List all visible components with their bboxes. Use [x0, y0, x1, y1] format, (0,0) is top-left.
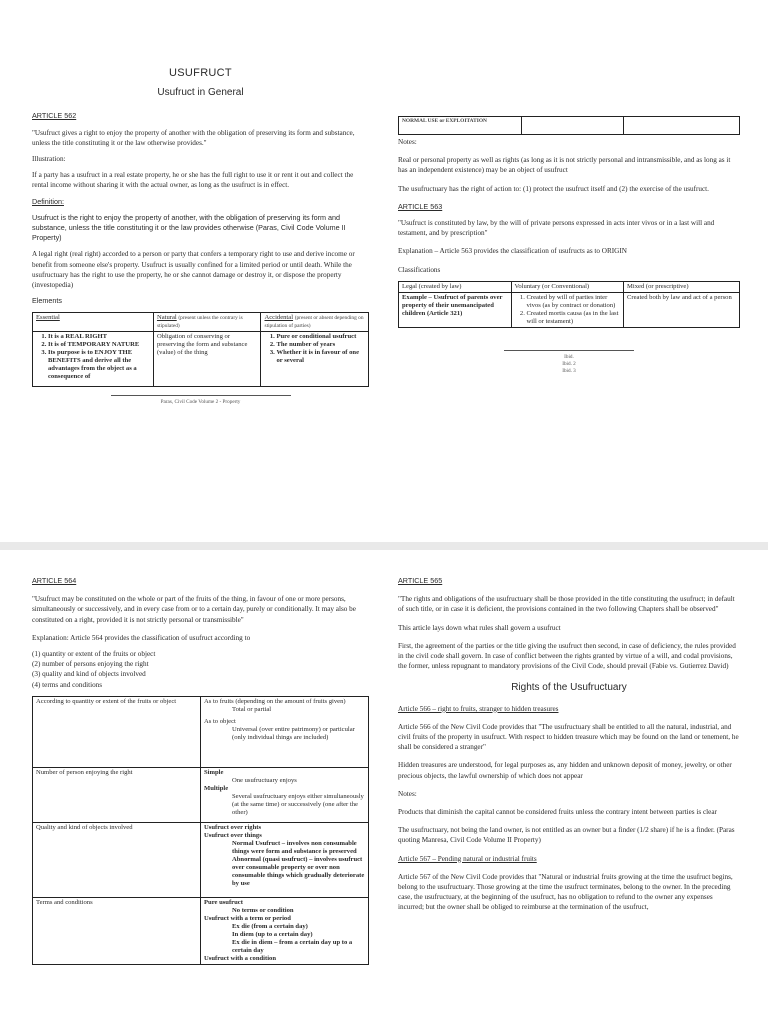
- article-566-label: Article 566 – right to fruits, stranger to hidden treasures: [398, 704, 559, 713]
- classifications-table: [398, 281, 740, 328]
- elements-table: [32, 312, 369, 387]
- article-567-label: Article 567 – Pending natural or industrial fruits: [398, 854, 537, 863]
- doc-title: USUFRUCT: [169, 67, 232, 79]
- page1-left-column: [32, 68, 369, 406]
- number-cell: Number of person enjoying the right: [33, 767, 201, 822]
- notes-label: Notes:: [398, 789, 417, 798]
- article-564-text: "Usufruct may be constituted on the whole or part of the fruits of the thing, in favour of one or more persons, simultaneously or successively, and in every case from or to a certain day, purely or conditionally. It may also be constituted on a right, provided it is not strictly personal or transmissible": [32, 595, 356, 624]
- doc-subtitle: Usufruct in General: [157, 87, 244, 99]
- classifications-label: Classifications: [398, 265, 441, 274]
- article-563-label: ARTICLE 563: [398, 201, 443, 211]
- usufruct-classification-table: [32, 696, 369, 965]
- footnote: Paras, Civil Code Volume 2 - Property: [160, 399, 241, 406]
- page2-right-column: [398, 576, 740, 919]
- usufructuary-finder-text: The usufructuary, not being the land owner, is not entitled as an owner but a finder (1/2 share) if he is a finder. (Paras quoting Manresa, Civil Code Volume II Property): [398, 826, 735, 845]
- empty-cell: [521, 117, 623, 135]
- terms-detail: Pure usufruct No terms or condition Usufruct with a term or period Ex die (from a certain day) In diem (up to a certain day) Ex die in diem – from a certain day up to a certain day Usufruct with a condition: [201, 897, 369, 964]
- article-564-explanation: Explanation: Article 564 provides the classification of usufruct according to: [32, 633, 251, 642]
- normal-use-table: [398, 116, 740, 135]
- footnote-rule: [504, 350, 634, 351]
- article-566-text: Article 566 of the New Civil Code provides that "The usufructuary shall be entitled to all the natural, industrial, and civil fruits of the property in usufruct. With respect to hidden treasure which may be found on the land or tenement, he shall be considered a stranger": [398, 722, 739, 752]
- list-item: (4) terms and conditions: [32, 680, 103, 689]
- voluntary-item: 2. Created mortis causa (as in the last will or testament): [527, 310, 621, 326]
- natural-cell: Obligation of conserving or preserving the form and substance (value) of the thing: [153, 332, 261, 387]
- definition-text: Usufruct is the right to enjoy the property of another, with the obligation of preserving its form and substance, unless the title constituting it or the law provides otherwise (Paras, Civil Code Volume II Property): [32, 212, 346, 243]
- footnote: Ibid. 2: [562, 360, 576, 367]
- essential-item: 1. It is a REAL RIGHT: [48, 333, 150, 341]
- illustration-text: If a party has a usufruct in a real estate property, he or she has the full right to use it or rent it out and collect the rental income without sharing it with the actual owner, as long as the usufruct is in effect.: [32, 171, 354, 190]
- elements-label: Elements: [32, 296, 62, 306]
- footnote-rule: [111, 395, 291, 396]
- page1-right-column: [398, 116, 740, 375]
- essential-cell: [33, 332, 154, 387]
- note-2: The usufructuary has the right of action to: (1) protect the usufruct itself and (2) the exercise of the usufruct.: [398, 184, 709, 193]
- voluntary-cell: [511, 292, 624, 327]
- footnote: Ibid.: [564, 353, 574, 360]
- products-text: Products that diminish the capital cannot be considered fruits unless the contrary intent between parties is clear: [398, 808, 717, 817]
- normal-use-cell: NORMAL USE or EXPLOITATION: [399, 117, 522, 135]
- accidental-item: 2. The number of years: [276, 341, 365, 349]
- legal-right-text: A legal right (real right) accorded to a person or party that confers a temporary right to use and derive income or benefit from someone else's property. Usufruct is usually confined for a limited period or until death. While the usufructuary has the right to use the property, he or she cannot damage or destroy it, or dispose the property (investopedia): [32, 250, 355, 290]
- list-item: (3) quality and kind of objects involved: [32, 670, 146, 679]
- quality-cell: Quality and kind of objects involved: [33, 822, 201, 897]
- natural-head: Natural (present unless the contrary is stipulated): [153, 313, 261, 332]
- document-page-2: [0, 550, 768, 1024]
- terms-cell: Terms and conditions: [33, 897, 201, 964]
- note-1: Real or personal property as well as rights (as long as it is not strictly personal and intransmissible, and as long as it has an independent existence) may be an object of usufruct: [398, 156, 731, 175]
- voluntary-item: 1. Created by will of parties inter vivos (as by contract or donation): [527, 294, 621, 310]
- definition-label: Definition:: [32, 196, 64, 206]
- accidental-item: 3. Whether it is in favour of one or several: [276, 349, 365, 365]
- rights-title: Rights of the Usufructuary: [511, 682, 627, 694]
- number-detail: Simple One usufructuary enjoys Multiple Several usufructuary enjoys either simultaneously (at the same time) or successively (one after the other): [201, 767, 369, 822]
- article-565-first: First, the agreement of the parties or the title giving the usufruct then second, in case of deficiency, the rules provided in the civil code shall govern. In case of conflict between the rights granted by virtue of a will, and codal provisions, the former, unless repugnant to mandatory provisions of the Civil Code, should prevail (Fabie vs. Gutierrez David): [398, 641, 736, 671]
- page2-left-column: [32, 576, 369, 965]
- article-567-text: Article 567 of the New Civil Code provides that "Natural or industrial fruits growing at the time the usufruct begins, belong to the usufructuary. Those growing at the time the usufruct terminates, belong to the owner. In the preceding case, the usufructuary, at the beginning of the usufruct, has no obligation to refund to the owner any expenses incurred; but the owner shall be obliged to reimburse at the termination of the usufruct,: [398, 872, 733, 912]
- article-563-text: "Usufruct is constituted by law, by the will of private persons expressed in acts inter vivos or in a last will and testament, and by prescription": [398, 219, 715, 238]
- quality-detail: Usufruct over rights Usufruct over things Normal Usufruct – involves non consumable things were form and substance is preserved Abnormal (quasi usufruct) – involves usufruct over consumable property or over non consumable things which gradually deteriorate by use: [201, 822, 369, 897]
- legal-head: Legal (created by law): [399, 281, 512, 292]
- footnote: Ibid. 3: [562, 367, 576, 374]
- list-item: (2) number of persons enjoying the right: [32, 660, 149, 669]
- notes-label: Notes:: [398, 138, 417, 146]
- mixed-head: Mixed (or prescriptive): [624, 281, 740, 292]
- article-565-text: "The rights and obligations of the usufructuary shall be those provided in the title constituting the usufruct; in default of such title, or in case it is deficient, the provisions contained in the two following Chapters shall be observed": [398, 595, 735, 614]
- article-563-explanation: Explanation – Article 563 provides the classification of usufructs as to ORIGIN: [398, 247, 627, 256]
- accidental-head: Accidental (present or absent depending on stipulation of parties): [261, 313, 369, 332]
- article-562-label: ARTICLE 562: [32, 111, 77, 121]
- article-565-label: ARTICLE 565: [398, 576, 443, 585]
- essential-item: 2. It is of TEMPORARY NATURE: [48, 341, 150, 349]
- accidental-item: 1. Pure or conditional usufruct: [276, 333, 365, 341]
- article-565-lays: This article lays down what rules shall govern a usufruct: [398, 623, 561, 632]
- voluntary-head: Voluntary (or Conventional): [511, 281, 624, 292]
- legal-cell: Example – Usufruct of parents over property of their unemancipated children (Article 321): [399, 292, 512, 327]
- essential-head: Essential: [33, 313, 154, 332]
- article-564-label: ARTICLE 564: [32, 576, 77, 585]
- article-562-text: "Usufruct gives a right to enjoy the property of another with the obligation of preserving its form and substance, unless the title constituting it or the law otherwise provides.": [32, 128, 355, 147]
- quantity-cell: According to quantity or extent of the fruits or object: [33, 696, 201, 767]
- illustration-label: Illustration:: [32, 155, 66, 164]
- quantity-detail: As to fruits (depending on the amount of fruits given) Total or partial As to object Universal (over entire patrimony) or particular (only individual things are included): [201, 696, 369, 767]
- hidden-treasure-text: Hidden treasures are understood, for legal purposes as, any hidden and unknown deposit of money, jewelry, or other precious objects, the lawful ownership of which does not appear: [398, 761, 732, 780]
- empty-cell: [624, 117, 740, 135]
- list-item: (1) quantity or extent of the fruits or object: [32, 650, 156, 659]
- mixed-cell: Created both by law and act of a person: [624, 292, 740, 327]
- accidental-cell: [261, 332, 369, 387]
- classification-list: [32, 649, 369, 690]
- essential-item: 3. Its purpose is to ENJOY THE BENEFITS and derive all the advantages from the object as a consequence of: [48, 349, 150, 381]
